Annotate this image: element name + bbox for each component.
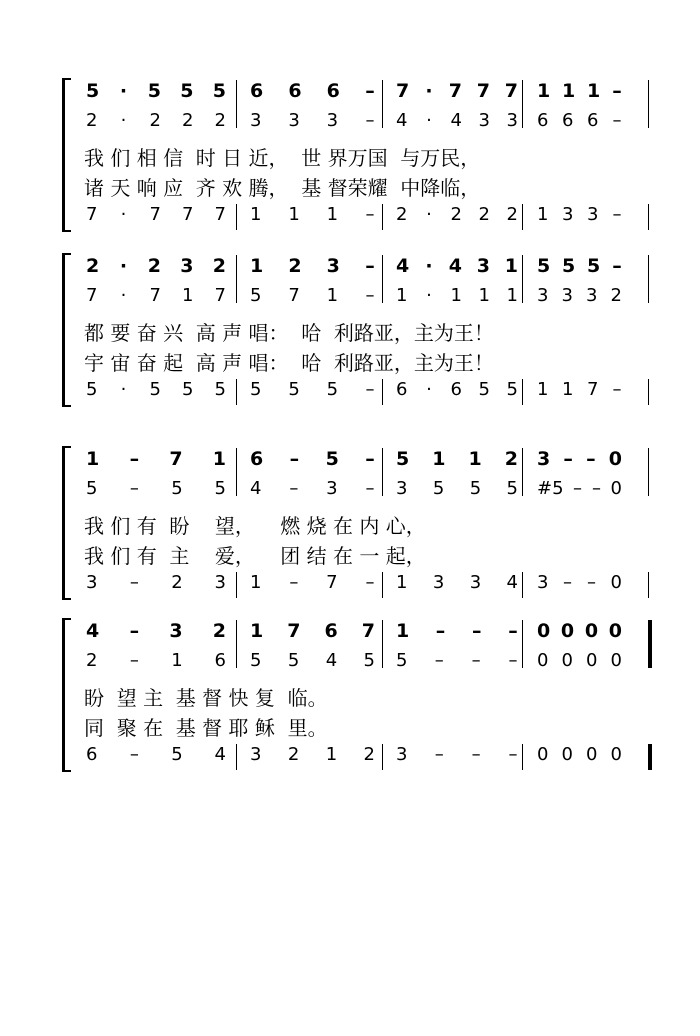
note-token: 3: [561, 285, 573, 306]
lyric-text: 我 们 有 盼 望， 燃 烧 在 内 心，: [84, 514, 426, 538]
note-token: 1: [432, 448, 446, 470]
dot-token: ·: [426, 204, 432, 225]
note-token: 1: [288, 204, 300, 225]
note-token: 6: [288, 80, 302, 102]
dot-token: ·: [120, 204, 127, 225]
note-token: 1: [562, 80, 576, 102]
note-token: 1: [171, 650, 183, 671]
dash-token: –: [365, 204, 375, 225]
measure: [250, 285, 375, 306]
note-token: 4: [86, 620, 100, 642]
dash-token: –: [592, 478, 602, 499]
measure: [396, 620, 518, 642]
measure: [396, 285, 518, 306]
note-token: 3: [469, 572, 482, 593]
measure: [250, 379, 375, 400]
note-token: 5: [250, 285, 262, 306]
score-system: [0, 620, 700, 790]
note-token: 1: [396, 572, 408, 593]
lyric-text: 我 们 有 主 爱， 团 结 在 一 起，: [84, 544, 426, 568]
note-token: 2: [182, 110, 194, 131]
note-token: 6: [537, 110, 549, 131]
note-token: 7: [214, 285, 226, 306]
soprano-part: [0, 448, 700, 472]
dot-token: ·: [119, 255, 128, 277]
measure: [250, 204, 375, 225]
measure: [86, 80, 226, 102]
dash-token: –: [129, 478, 139, 499]
note-token: 1: [587, 80, 601, 102]
note-token: 1: [396, 620, 410, 642]
note-token: 7: [326, 572, 338, 593]
dash-token: –: [587, 572, 597, 593]
note-token: 6: [250, 80, 264, 102]
note-token: 7: [361, 620, 375, 642]
dot-token: ·: [426, 379, 432, 400]
note-token: 1: [250, 255, 264, 277]
note-token: 5: [214, 478, 226, 499]
dash-token: –: [612, 379, 622, 400]
note-token: 3: [562, 204, 574, 225]
measure: [537, 744, 622, 765]
measure: [537, 255, 622, 277]
measure: [86, 620, 226, 642]
note-token: 5: [325, 448, 339, 470]
note-token: 2: [506, 204, 518, 225]
note-token: 4: [250, 478, 262, 499]
dash-token: –: [434, 650, 444, 671]
lyric-text: 我 们 相 信 时 日 近， 世 界万国 与万民，: [84, 146, 481, 170]
measure: [537, 620, 622, 642]
note-token: 0: [608, 620, 622, 642]
note-token: 6: [450, 379, 462, 400]
note-token: 0: [537, 744, 549, 765]
measure: [396, 650, 518, 671]
measure: [250, 255, 375, 277]
lyric-text: 同 聚 在 基 督 耶 稣 里。: [84, 716, 328, 740]
note-token: 1: [212, 448, 226, 470]
note-token: 2: [86, 255, 100, 277]
note-token: 5: [396, 448, 410, 470]
note-token: 3: [537, 448, 551, 470]
lyric-text: 诸 天 响 应 齐 欢 腾， 基 督荣耀 中降临，: [84, 176, 481, 200]
measure: [250, 744, 375, 765]
dot-token: ·: [425, 80, 433, 102]
note-token: 5: [86, 478, 98, 499]
note-token: 5: [212, 80, 226, 102]
note-token: 0: [560, 620, 575, 642]
note-token: 2: [147, 255, 161, 277]
note-token: 2: [212, 255, 226, 277]
note-token: 3: [288, 110, 300, 131]
dash-token: –: [612, 110, 622, 131]
note-token: 7: [86, 285, 98, 306]
note-token: 3: [86, 572, 98, 593]
measure: [250, 80, 375, 102]
measure: [537, 110, 622, 131]
note-token: 5: [86, 379, 98, 400]
dash-token: –: [365, 478, 375, 499]
soprano-part: [0, 620, 700, 644]
note-token: 3: [169, 620, 183, 642]
note-token: 1: [468, 448, 482, 470]
measure: [396, 80, 518, 102]
note-token: 3: [432, 572, 445, 593]
note-token: 0: [561, 744, 573, 765]
dash-token: –: [562, 572, 572, 593]
measure: [250, 572, 375, 593]
note-token: 1: [86, 448, 100, 470]
note-token: 5: [587, 255, 601, 277]
soprano-part: [0, 80, 700, 104]
measure: [537, 379, 622, 400]
dash-token: –: [434, 744, 444, 765]
alto-part: [0, 478, 700, 502]
note-token: 5: [180, 80, 194, 102]
note-token: 1: [562, 379, 574, 400]
note-token: 1: [182, 285, 194, 306]
note-token: 5: [147, 80, 161, 102]
measure: [86, 650, 226, 671]
note-token: 0: [610, 572, 622, 593]
note-token: 4: [325, 650, 338, 671]
dash-token: –: [365, 110, 375, 131]
note-token: 7: [587, 379, 599, 400]
note-token: 0: [537, 650, 549, 671]
note-token: 3: [537, 572, 549, 593]
note-token: 7: [149, 204, 161, 225]
note-token: 1: [250, 572, 262, 593]
note-token: 2: [86, 650, 98, 671]
note-token: 0: [561, 650, 573, 671]
dash-token: –: [289, 448, 300, 470]
note-token: 5: [250, 650, 262, 671]
dash-token: –: [563, 448, 573, 470]
score-system: [0, 255, 700, 425]
dash-token: –: [365, 379, 375, 400]
note-token: 0: [584, 620, 599, 642]
note-token: 5: [287, 650, 300, 671]
note-token: 5: [432, 478, 445, 499]
note-token: 3: [537, 285, 549, 306]
measure: [250, 650, 375, 671]
dash-token: –: [573, 478, 583, 499]
measure: [86, 744, 226, 765]
dash-token: –: [129, 744, 139, 765]
note-token: 5: [171, 478, 183, 499]
note-token: 3: [476, 255, 490, 277]
note-token: 6: [587, 110, 599, 131]
dash-token: –: [289, 572, 299, 593]
note-token: 2: [287, 744, 300, 765]
measure: [86, 255, 226, 277]
measure: [537, 285, 622, 306]
measure: [396, 110, 518, 131]
note-token: 7: [448, 80, 462, 102]
note-token: 5: [171, 744, 183, 765]
measure: [396, 204, 518, 225]
measure: [396, 448, 518, 470]
note-token: 4: [214, 744, 226, 765]
dash-token: –: [508, 744, 518, 765]
dash-token: –: [471, 744, 481, 765]
dot-token: ·: [120, 379, 127, 400]
note-token: 6: [562, 110, 574, 131]
dash-token: –: [612, 80, 622, 102]
bass-part: [0, 744, 700, 768]
alto-part: [0, 285, 700, 309]
dash-token: –: [612, 255, 622, 277]
dash-token: –: [365, 80, 375, 102]
note-token: 2: [171, 572, 183, 593]
dot-token: ·: [426, 285, 432, 306]
score-system: [0, 80, 700, 250]
note-token: 6: [214, 650, 226, 671]
note-token: 4: [506, 572, 518, 593]
bass-part: [0, 379, 700, 403]
dash-token: –: [612, 204, 622, 225]
note-token: 5: [86, 80, 100, 102]
note-token: 1: [450, 285, 462, 306]
note-token: 7: [288, 285, 300, 306]
measure: [86, 478, 226, 499]
note-token: 1: [537, 204, 549, 225]
measure: [250, 448, 375, 470]
note-token: 2: [450, 204, 462, 225]
measure: [396, 379, 518, 400]
dot-token: ·: [425, 255, 433, 277]
note-token: 7: [182, 204, 194, 225]
note-token: 2: [212, 620, 226, 642]
note-token: 1: [537, 80, 551, 102]
dot-token: ·: [426, 110, 432, 131]
note-token: 1: [326, 285, 339, 306]
note-token: 5: [506, 379, 518, 400]
note-token: 5: [469, 478, 482, 499]
note-token: 0: [537, 620, 551, 642]
note-token: 2: [149, 110, 161, 131]
note-token: 5: [506, 478, 518, 499]
note-token: 7: [504, 80, 518, 102]
note-token: 1: [396, 285, 408, 306]
note-token: 7: [396, 80, 410, 102]
dash-token: –: [471, 620, 482, 642]
note-token: 0: [608, 448, 622, 470]
measure: [537, 572, 622, 593]
dash-token: –: [129, 620, 140, 642]
dash-token: –: [289, 478, 299, 499]
lyric-text: 宇 宙 奋 起 高 声 唱： 哈 利路亚，主为王！: [84, 351, 494, 375]
note-token: 3: [478, 110, 490, 131]
measure: [396, 744, 518, 765]
dot-token: ·: [120, 285, 127, 306]
note-token: 1: [478, 285, 490, 306]
dash-token: –: [471, 650, 481, 671]
dash-token: –: [365, 448, 375, 470]
note-token: 2: [610, 285, 622, 306]
note-token: 3: [506, 110, 518, 131]
note-token: 3: [250, 110, 262, 131]
note-token: 6: [396, 379, 408, 400]
measure: [250, 620, 375, 642]
alto-part: [0, 110, 700, 134]
measure: [537, 204, 622, 225]
note-token: 0: [586, 744, 598, 765]
note-token: 4: [448, 255, 462, 277]
dash-token: –: [129, 572, 139, 593]
dash-token: –: [365, 255, 375, 277]
measure: [537, 478, 622, 499]
dot-token: ·: [119, 80, 128, 102]
note-token: 3: [326, 478, 338, 499]
note-token: 5: [363, 650, 375, 671]
measure: [86, 204, 226, 225]
note-token: 1: [250, 204, 262, 225]
measure: [396, 572, 518, 593]
note-token: 7: [214, 204, 226, 225]
note-token: 3: [396, 744, 408, 765]
note-token: 1: [325, 744, 338, 765]
note-token: 6: [324, 620, 338, 642]
note-token: 2: [214, 110, 226, 131]
lyric-text: 都 要 奋 兴 高 声 唱： 哈 利路亚，主为王！: [84, 321, 494, 345]
note-token: 4: [450, 110, 462, 131]
note-token: 2: [396, 204, 408, 225]
note-token: 1: [504, 255, 518, 277]
dash-token: –: [365, 572, 375, 593]
note-token: 7: [149, 285, 161, 306]
note-token: 3: [396, 478, 408, 499]
note-token: 6: [86, 744, 98, 765]
note-token: 6: [326, 80, 340, 102]
measure: [537, 448, 622, 470]
note-token: #5: [537, 478, 564, 499]
dot-token: ·: [120, 110, 127, 131]
measure: [537, 650, 622, 671]
note-token: 5: [214, 379, 226, 400]
note-token: 5: [478, 379, 490, 400]
note-token: 3: [326, 110, 339, 131]
note-token: 3: [180, 255, 194, 277]
measure: [86, 448, 226, 470]
note-token: 5: [182, 379, 194, 400]
note-token: 5: [149, 379, 161, 400]
note-token: 7: [476, 80, 490, 102]
measure: [250, 478, 375, 499]
note-token: 5: [326, 379, 339, 400]
note-token: 2: [86, 110, 98, 131]
bass-part: [0, 204, 700, 228]
dash-token: –: [435, 620, 446, 642]
note-token: 5: [562, 255, 576, 277]
measure: [396, 478, 518, 499]
note-token: 5: [250, 379, 262, 400]
note-token: 0: [610, 744, 622, 765]
note-token: 2: [478, 204, 490, 225]
dash-token: –: [129, 448, 140, 470]
note-token: 7: [287, 620, 301, 642]
note-token: 3: [587, 204, 599, 225]
note-token: 3: [586, 285, 598, 306]
score-system: [0, 448, 700, 618]
note-token: 3: [250, 744, 262, 765]
note-token: 5: [288, 379, 300, 400]
note-token: 4: [396, 255, 410, 277]
measure: [86, 285, 226, 306]
note-token: 0: [610, 478, 622, 499]
note-token: 1: [506, 285, 518, 306]
measure: [396, 255, 518, 277]
note-token: 5: [396, 650, 408, 671]
dash-token: –: [508, 620, 518, 642]
soprano-part: [0, 255, 700, 279]
dash-token: –: [129, 650, 139, 671]
note-token: 7: [169, 448, 183, 470]
note-token: 5: [537, 255, 551, 277]
note-token: 2: [288, 255, 302, 277]
lyric-text: 盼 望 主 基 督 快 复 临。: [84, 686, 328, 710]
note-token: 3: [214, 572, 226, 593]
measure: [537, 80, 622, 102]
note-token: 3: [326, 255, 340, 277]
measure: [86, 572, 226, 593]
bass-part: [0, 572, 700, 596]
note-token: 2: [504, 448, 518, 470]
dash-token: –: [365, 285, 375, 306]
note-token: 2: [363, 744, 375, 765]
note-token: 7: [86, 204, 98, 225]
measure: [86, 379, 226, 400]
dash-token: –: [586, 448, 596, 470]
note-token: 1: [537, 379, 549, 400]
note-token: 6: [250, 448, 264, 470]
note-token: 1: [326, 204, 339, 225]
measure: [250, 110, 375, 131]
alto-part: [0, 650, 700, 674]
note-token: 0: [610, 650, 622, 671]
note-token: 1: [250, 620, 264, 642]
dash-token: –: [508, 650, 518, 671]
measure: [86, 110, 226, 131]
note-token: 0: [586, 650, 598, 671]
note-token: 4: [396, 110, 408, 131]
